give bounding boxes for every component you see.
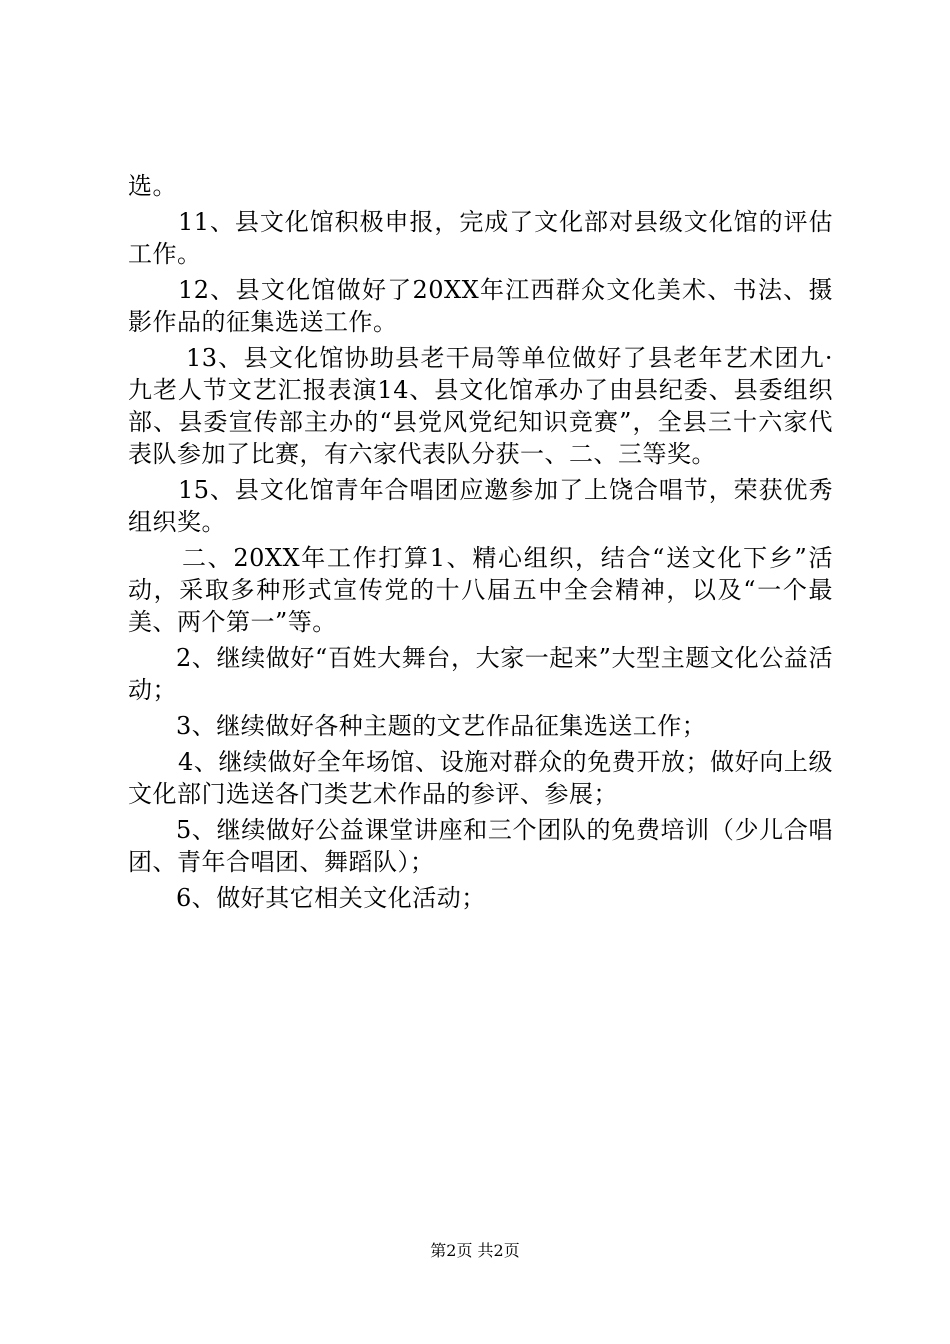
paragraph-item-15: 15、县文化馆青年合唱团应邀参加了上饶合唱节，荣获优秀组织奖。	[128, 476, 833, 536]
paragraph-plan-4: 4、继续做好全年场馆、设施对群众的免费开放；做好向上级文化部门选送各门类艺术作品的参评、参展；	[128, 748, 833, 808]
paragraph-item-12: 12、县文化馆做好了20XX年江西群众文化美术、书法、摄影作品的征集选送工作。	[128, 276, 833, 336]
paragraph-plan-2: 2、继续做好“百姓大舞台，大家一起来”大型主题文化公益活动；	[128, 644, 833, 704]
paragraph-plan-5: 5、继续做好公益课堂讲座和三个团队的免费培训（少儿合唱团、青年合唱团、舞蹈队）；	[128, 816, 833, 876]
paragraph-item-13: 13、县文化馆协助县老干局等单位做好了县老年艺术团九·九老人节文艺汇报表演14、县文化馆承办了由县纪委、县委组织部、县委宣传部主办的“县党风党纪知识竞赛”，全县三十六家代表队参加了比赛，有六家代表队分获一、二、三等奖。	[128, 344, 833, 468]
document-body	[128, 170, 833, 918]
paragraph-continuation: 选。	[128, 172, 177, 200]
paragraph-plan-6: 6、做好其它相关文化活动；	[176, 884, 486, 912]
page-number-footer: 第2页 共2页	[430, 1241, 520, 1260]
paragraph-plan-heading: 二、20XX年工作打算1、精心组织，结合“送文化下乡”活动，采取多种形式宣传党的十八届五中全会精神，以及“一个最美、两个第一”等。	[128, 544, 833, 636]
paragraph-item-11: 11、县文化馆积极申报，完成了文化部对县级文化馆的评估工作。	[128, 208, 833, 268]
paragraph-plan-3: 3、继续做好各种主题的文艺作品征集选送工作；	[176, 712, 707, 740]
